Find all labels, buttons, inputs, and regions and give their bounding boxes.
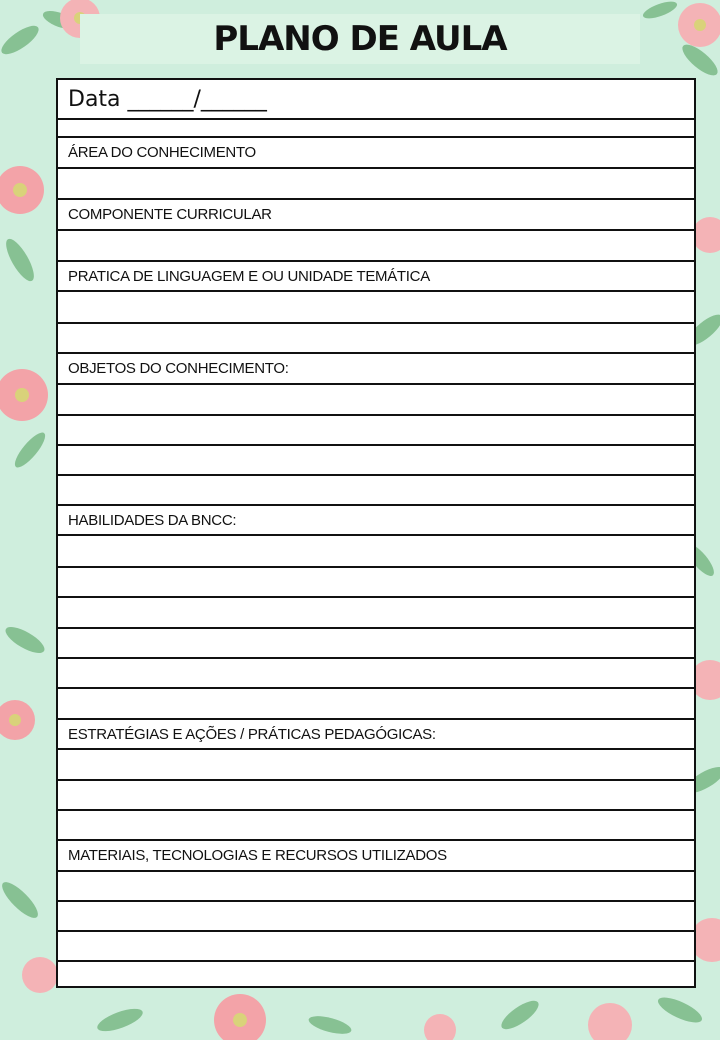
section-materiais-header (58, 841, 694, 872)
blank-line[interactable] (58, 476, 694, 506)
blank-line[interactable] (58, 292, 694, 324)
page-title: PLANO DE AULA (213, 19, 507, 59)
blank-line[interactable] (58, 659, 694, 689)
blank-line[interactable] (58, 324, 694, 354)
blank-line[interactable] (58, 385, 694, 416)
section-objetos-header (58, 354, 694, 385)
blank-line[interactable] (58, 536, 694, 568)
date-row[interactable] (58, 80, 694, 120)
blank-line[interactable] (58, 902, 694, 932)
section-label-area: ÁREA DO CONHECIMENTO (68, 144, 256, 161)
section-estrategias-header (58, 720, 694, 750)
blank-line[interactable] (58, 231, 694, 262)
section-componente-header (58, 200, 694, 231)
blank-line[interactable] (58, 750, 694, 781)
section-label-habilidades: HABILIDADES DA BNCC: (68, 511, 237, 529)
blank-line[interactable] (58, 169, 694, 200)
blank-line[interactable] (58, 120, 694, 138)
section-label-estrategias: ESTRATÉGIAS E AÇÕES / PRÁTICAS PEDAGÓGICAS: (68, 725, 436, 743)
blank-line[interactable] (58, 689, 694, 720)
section-label-materiais: MATERIAIS, TECNOLOGIAS E RECURSOS UTILIZADOS (68, 847, 447, 864)
blank-line[interactable] (58, 872, 694, 902)
section-pratica-header (58, 262, 694, 292)
date-label: Data ______/______ (68, 86, 267, 112)
blank-line[interactable] (58, 598, 694, 629)
blank-line[interactable] (58, 962, 694, 986)
blank-line[interactable] (58, 629, 694, 659)
blank-line[interactable] (58, 416, 694, 446)
title-band (80, 14, 640, 64)
section-habilidades-header (58, 506, 694, 536)
blank-line[interactable] (58, 781, 694, 811)
blank-line[interactable] (58, 932, 694, 962)
section-label-objetos: OBJETOS DO CONHECIMENTO: (68, 360, 289, 377)
section-label-componente: COMPONENTE CURRICULAR (68, 206, 272, 223)
blank-line[interactable] (58, 568, 694, 598)
lesson-plan-form (56, 78, 696, 988)
section-area-header (58, 138, 694, 169)
blank-line[interactable] (58, 446, 694, 476)
section-label-pratica: PRATICA DE LINGUAGEM E OU UNIDADE TEMÁTICA (68, 267, 430, 285)
blank-line[interactable] (58, 811, 694, 841)
